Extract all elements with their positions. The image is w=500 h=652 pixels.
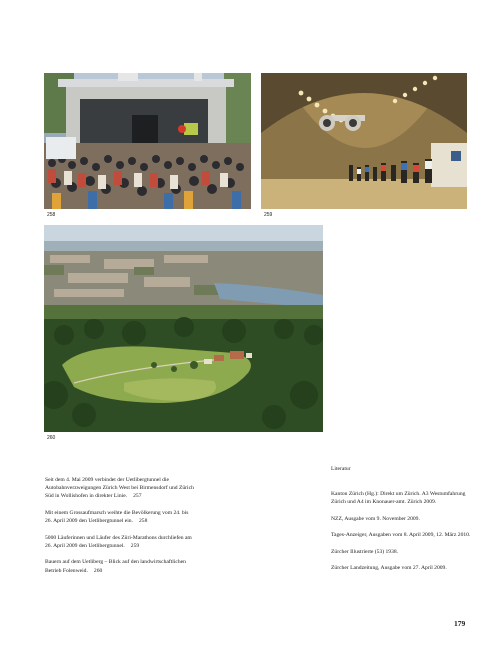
literature-entry: Kanton Zürich (Hg.): Direkt um Zürich. A3 Westumfahrung Zürich und A4 im Knonauer-amt. Zürich 2009. [331,491,466,506]
photo-tunnel-portal-crowd [44,73,251,209]
literature-heading: Literatur [331,466,351,472]
page-number: 179 [454,619,466,628]
caption-260: Bauern auf dem Uetliberg – Blick auf den landwirtschaftlichen Betrieb Folenweid. 260 [45,559,186,574]
figure-number-258: 258 [47,212,56,218]
figure-captions [45,476,195,583]
caption-259: 5000 Läuferinnen und Läufer des Züri-Marathons durchliefen am 26. April 2009 den Uetlibergtunnel. 259 [45,534,192,549]
caption-257: Seit dem 4. Mai 2009 verbindet der Uetlibergtunnel die Autobahnverzweigungen Zürich West bei Birmensdorf und Zürich Süd in Wollishofen in direkter Linie. 257 [45,477,194,500]
literature-entry: Zürcher Landzeitung, Ausgabe vom 27. April 2009. [331,565,447,572]
photo-aerial-uetliberg [44,225,323,432]
literature-entry: Tages-Anzeiger, Ausgaben vom 8. April 2009, 12. März 2010. [331,532,471,539]
literature-entry: NZZ, Ausgabe vom 9. November 2009. [331,515,420,522]
photo-tunnel-marathon [261,73,467,209]
figure-number-259: 259 [264,212,273,218]
caption-ref: 258 [138,518,148,525]
literature-entry: Zürcher Illustrierte (53) 1938. [331,548,399,555]
caption-ref: 260 [93,567,103,574]
literature-section [331,465,481,581]
figure-number-260: 260 [47,435,56,441]
caption-ref: 259 [130,542,140,549]
caption-258: Mit einem Grossaufmarsch weihte die Bevölkerung vom 24. bis 26. April 2009 den Uetlibergtunnel ein. 258 [45,509,189,525]
caption-ref: 257 [133,493,142,500]
